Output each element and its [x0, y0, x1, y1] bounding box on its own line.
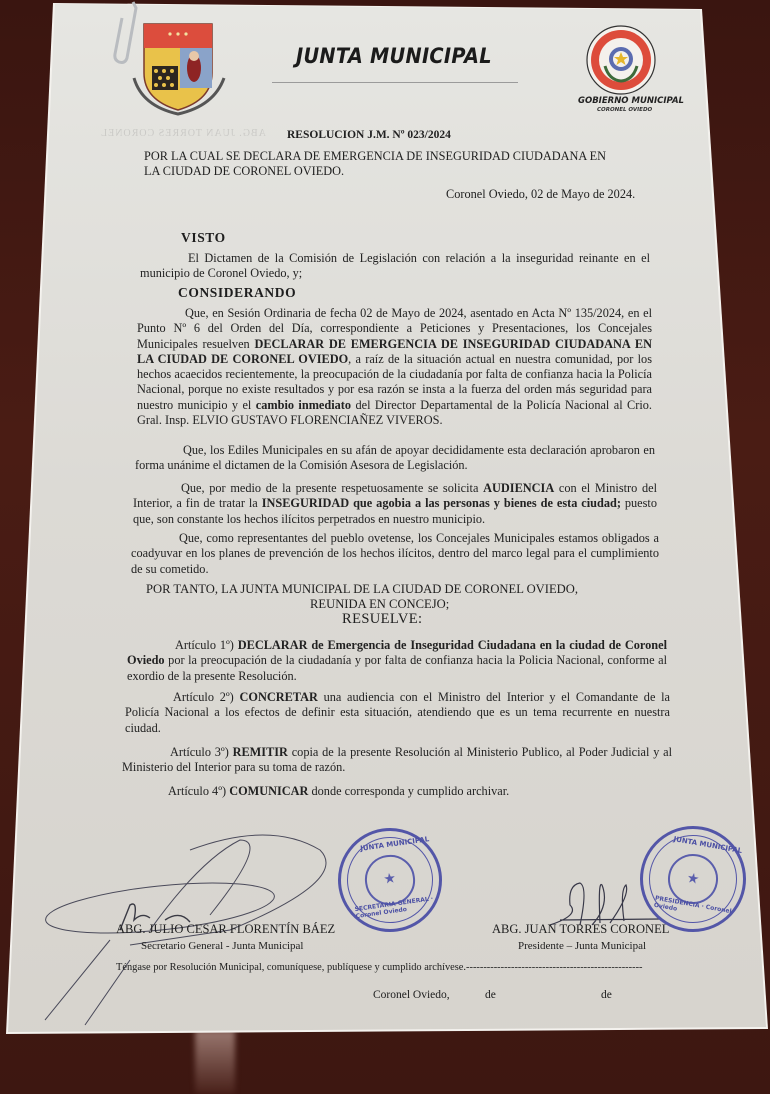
por-tanto-line-1: POR TANTO, LA JUNTA MUNICIPAL DE LA CIUDAD DE CORONEL OVIEDO,	[146, 582, 579, 596]
article-4: Artículo 4º) COMUNICAR donde corresponda y cumplido archivar.	[168, 784, 510, 798]
resolution-number: RESOLUCION J.M. Nº 023/2024	[287, 129, 451, 141]
presidency-stamp: ★ JUNTA MUNICIPAL PRESIDENCIA · Coronel Oviedo	[632, 818, 755, 941]
star-seal-icon: ★	[664, 850, 722, 908]
por-tanto-line-2: REUNIDA EN CONCEJO;	[310, 597, 450, 611]
star-seal-icon: ★	[362, 852, 417, 907]
considerando-heading: CONSIDERANDO	[178, 285, 297, 300]
considerando-paragraph-4: Que, como representantes del pueblo ovetense, los Concejales Municipales estamos obligados a coadyuvar en los planes de prevención de los hechos ilícitos, dentro del marco legal para el cumplimiento de su cometido.	[131, 531, 659, 576]
considerando-paragraph-2: Que, los Ediles Municipales en su afán de apoyar decididamente esta declaración aprobaron en forma unánime el dictamen de la Comisión Asesora de Legislación.	[135, 443, 655, 473]
header-divider	[272, 82, 518, 83]
subject-line-1: POR LA CUAL SE DECLARA DE EMERGENCIA DE INSEGURIDAD CIUDADANA EN	[144, 149, 607, 163]
article-1: Artículo 1º) DECLARAR de Emergencia de Inseguridad Ciudadana en la ciudad de Coronel Oviedo por la preocupación de la ciudadanía y por falta de confianza hacia la Policia Nacional, conforme al exordio de la presente Resolución.	[127, 638, 667, 683]
secretary-role: Secretario General - Junta Municipal	[141, 940, 304, 952]
president-role: Presidente – Junta Municipal	[518, 940, 647, 952]
president-name: ABG. JUAN TORRES CORONEL	[492, 922, 670, 936]
secretary-name: ABG. JULIO CESAR FLORENTÍN BÁEZ	[116, 922, 336, 936]
place-date: Coronel Oviedo, 02 de Mayo de 2024.	[446, 187, 636, 201]
footer-de-2: de	[601, 989, 612, 1001]
secretary-general-stamp: ★ JUNTA MUNICIPAL SECRETARIA GENERAL · Coronel Oviedo	[331, 821, 448, 938]
considerando-paragraph-3: Que, por medio de la presente respetuosamente se solicita AUDIENCIA con el Ministro del Interior, a fin de tratar la INSEGURIDAD que agobia a las personas y bienes de esta ciudad; puesto que, son constante los hechos ilícitos perpetrados en nuestro municipio.	[133, 481, 658, 526]
table-glare	[195, 1030, 235, 1094]
subject-line-2: LA CIUDAD DE CORONEL OVIEDO.	[144, 164, 345, 178]
considerando-paragraph-1: Que, en Sesión Ordinaria de fecha 02 de Mayo de 2024, asentado en Acta Nº 135/2024, en el Punto Nº 6 del Orden del Día, correspondiente a Peticiones y Presentaciones, los Concejales Municipales resuelven DECLARAR DE EMERGENCIA DE INSEGURIDAD CIUDADANA EN LA CIUDAD DE CORONEL OVIEDO, a raíz de la situación actual en nuestra comunidad, por los hechos acaecidos recientemente, la preocupación de la ciudadanía por falta de confianza hacia la Policía Nacional, porque no existe resultados y por esa razón se insta a la fuerza del orden más seguridad para nuestro municipio y el cambio inmediato del Director Departamental de la Policía Nacional al Crio. Gral. Insp. ELVIO GUSTAVO FLORENCIAÑEZ VIVEROS.	[137, 306, 652, 428]
closing-line: Téngase por Resolución Municipal, comuníquese, publíquese y cumplido archívese.---------------------------------------------------	[116, 962, 643, 973]
header-title: JUNTA MUNICIPAL	[296, 44, 492, 68]
government-city-caption: CORONEL OVIEDO	[597, 107, 653, 113]
visto-heading: VISTO	[181, 230, 226, 245]
footer-place: Coronel Oviedo,	[373, 989, 450, 1001]
resuelve-heading: RESUELVE:	[342, 611, 423, 627]
article-2: Artículo 2º) CONCRETAR una audiencia con el Ministro del Interior y el Comandante de la Policía Nacional a los efectos de definir esta situación, atendiendo que es un tema recurrente en nuestra ciudad.	[125, 690, 671, 735]
government-caption: GOBIERNO MUNICIPAL	[578, 96, 684, 106]
visto-paragraph: El Dictamen de la Comisión de Legislación con relación a la inseguridad reinante en el municipio de Coronel Oviedo, y;	[140, 251, 650, 281]
article-3: Artículo 3º) REMITIR copia de la presente Resolución al Ministerio Publico, al Poder Judicial y al Ministerio del Interior para su toma de razón.	[122, 745, 673, 775]
paraguay-national-seal-logo	[585, 24, 657, 96]
municipal-coat-of-arms-logo	[132, 18, 227, 116]
bleed-through-text: ABG. JUAN TORRES CORONEL	[100, 128, 266, 139]
footer-de-1: de	[485, 989, 496, 1001]
